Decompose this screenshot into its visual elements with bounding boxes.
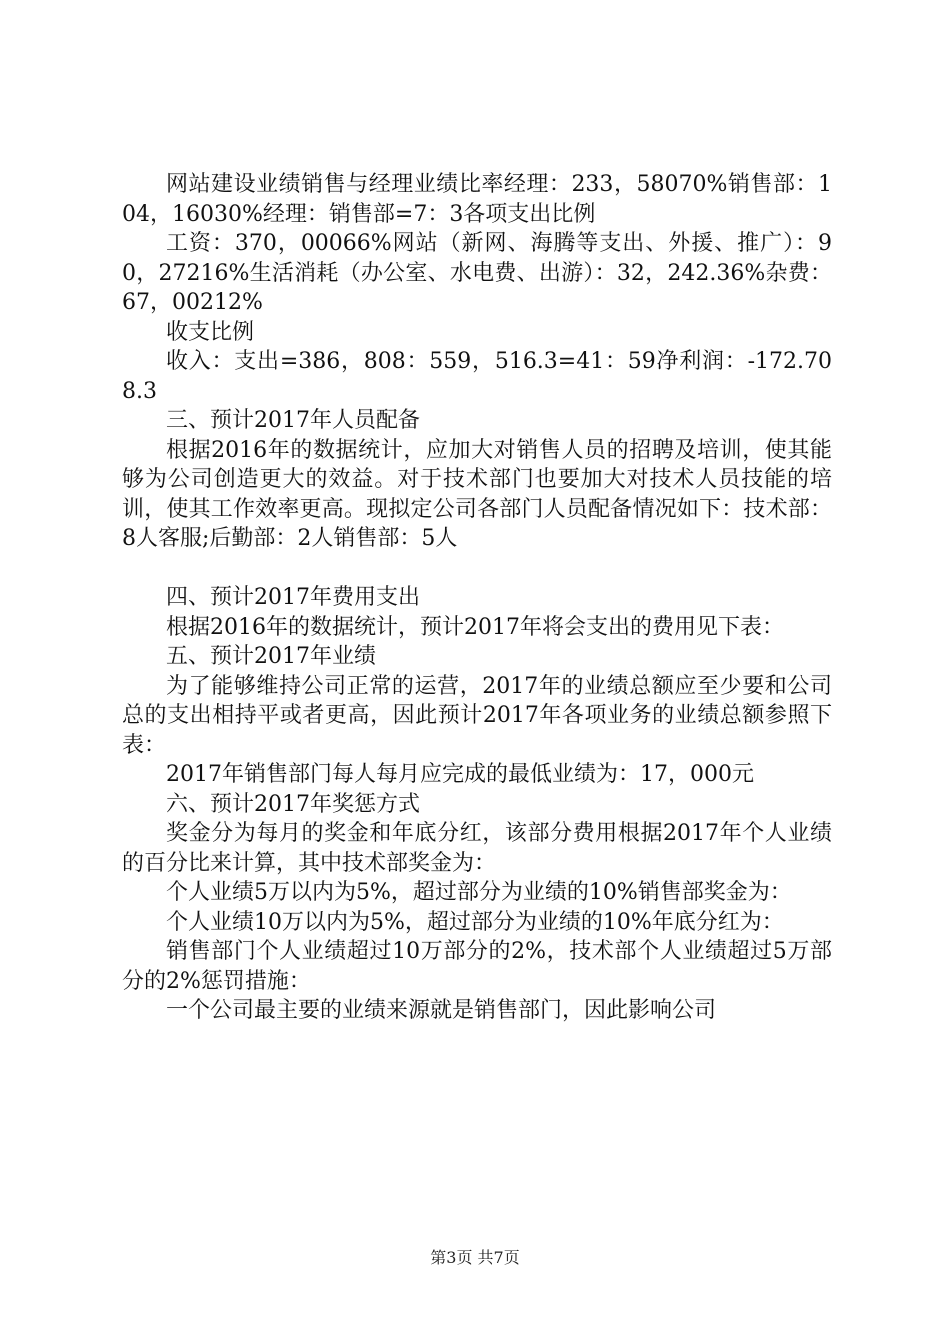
paragraph-expenses: 根据2016年的数据统计，预计2017年将会支出的费用见下表： [166,614,784,640]
paragraph-bonus-intro: 奖金分为每月的奖金和年底分红，该部分费用根据2017年个人业绩的百分比来计算，其中技术部奖金为： [122,821,832,876]
section-heading-staffing: 三、预计2017年人员配备 [166,408,420,433]
paragraph-minimum-performance: 2017年销售部门每人每月应完成的最低业绩为：17，000元 [166,762,754,787]
section-heading-rewards: 六、预计2017年奖惩方式 [166,791,420,817]
paragraph-year-end-dividend: 销售部门个人业绩超过10万部分的2%，技术部个人业绩超过5万部分的2%惩罚措施： [122,939,832,994]
paragraph-income-ratio-heading: 收支比例 [166,319,255,345]
document-body [122,170,832,1026]
paragraph-expense-items: 工资：370，00066%网站（新网、海腾等支出、外援、推广）：90，27216%生活消耗（办公室、水电费、出游）：32，242.36%杂费：67，00212% [122,231,832,315]
paragraph-income-ratio: 收入：支出=386，808：559，516.3=41：59净利润：-172.708.3 [122,349,832,404]
paragraph-staffing: 根据2016年的数据统计，应加大对销售人员的招聘及培训，使其能够为公司创造更大的效益。对于技术部门也要加大对技术人员技能的培训，使其工作效率更高。现拟定公司各部门人员配备情况如下：技术部：8人客服;后勤部：2人销售部：5人 [122,437,832,551]
paragraph-performance-ratio: 网站建设业绩销售与经理业绩比率经理：233，58070%销售部：104，16030%经理：销售部=7：3各项支出比例 [122,172,832,227]
section-heading-performance: 五、预计2017年业绩 [166,644,376,669]
paragraph-performance: 为了能够维持公司正常的运营，2017年的业绩总额应至少要和公司总的支出相持平或者更高，因此预计2017年各项业务的业绩总额参照下表： [122,673,832,758]
section-heading-expenses: 四、预计2017年费用支出 [166,585,420,610]
paragraph-sales-bonus: 个人业绩10万以内为5%，超过部分为业绩的10%年底分红为： [166,909,784,935]
page-number-footer: 第3页 共7页 [430,1248,520,1267]
paragraph-penalty: 一个公司最主要的业绩来源就是销售部门，因此影响公司 [166,998,717,1023]
paragraph-tech-bonus: 个人业绩5万以内为5%，超过部分为业绩的10%销售部奖金为： [166,880,792,905]
